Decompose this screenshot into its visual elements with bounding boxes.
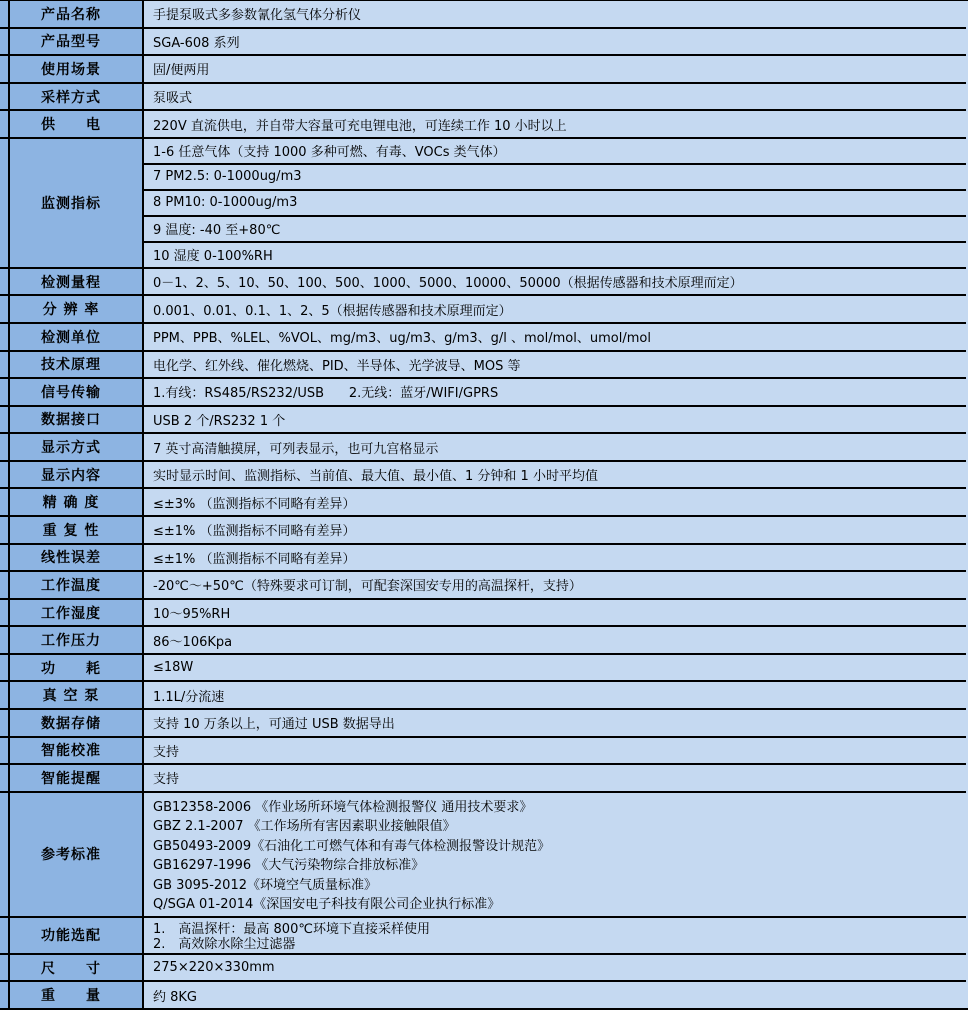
table-row <box>0 682 966 710</box>
row-value <box>144 139 966 267</box>
row-label: 尺 寸 <box>0 955 144 981</box>
row-value: 泵吸式 <box>153 91 193 107</box>
row-label: 使用场景 <box>0 56 144 82</box>
table-row <box>0 84 966 112</box>
table-row <box>0 111 966 139</box>
row-label: 智能校准 <box>0 738 144 764</box>
row-value <box>144 918 966 953</box>
table-row <box>0 545 966 573</box>
table-row <box>0 139 966 269</box>
value-line: GB12358-2006 《作业场所环境气体检测报警仪 通用技术要求》 <box>153 799 533 815</box>
row-value: 固/便两用 <box>153 63 210 79</box>
sub-row-value: 8 PM10: 0-1000ug/m3 <box>144 191 966 217</box>
row-value: 实时显示时间、监测指标、当前值、最大值、最小值、1 分钟和 1 小时平均值 <box>153 469 598 485</box>
row-label: 显示内容 <box>0 462 144 488</box>
row-value: SGA-608 系列 <box>153 35 240 51</box>
row-label: 供 电 <box>0 111 144 137</box>
row-label: 工作压力 <box>0 627 144 653</box>
row-value: ≤18W <box>153 660 194 676</box>
table-row <box>0 600 966 628</box>
table-row <box>0 269 966 297</box>
row-label: 信号传输 <box>0 379 144 405</box>
row-label: 智能提醒 <box>0 765 144 791</box>
row-value: ≤±3% （监测指标不同略有差异） <box>153 496 356 512</box>
row-value: 1.1L/分流速 <box>153 689 225 705</box>
value-line: 2. 高效除水除尘过滤器 <box>153 937 296 953</box>
table-row <box>0 29 966 57</box>
table-row <box>0 918 966 955</box>
table-row <box>0 462 966 490</box>
table-row <box>0 955 966 983</box>
sub-row-value: 9 温度: -40 至+80℃ <box>144 217 966 243</box>
table-row <box>0 517 966 545</box>
row-label: 功能选配 <box>0 918 144 953</box>
sub-row-value: 10 湿度 0-100%RH <box>153 249 273 265</box>
table-row <box>0 710 966 738</box>
row-value: ≤±1% （监测指标不同略有差异） <box>153 524 356 540</box>
row-value: 支持 10 万条以上，可通过 USB 数据导出 <box>153 717 395 733</box>
row-value: PPM、PPB、%LEL、%VOL、mg/m3、ug/m3、g/m3、g/l 、mol/mol、umol/mol <box>153 331 651 347</box>
row-value: ≤±1% （监测指标不同略有差异） <box>153 551 356 567</box>
table-row <box>0 434 966 462</box>
table-row <box>0 489 966 517</box>
row-value: 10～95%RH <box>153 607 231 622</box>
row-value: 约 8KG <box>153 989 198 1005</box>
row-label: 数据接口 <box>0 407 144 433</box>
row-value: 1.有线：RS485/RS232/USB 2.无线：蓝牙/WIFI/GPRS <box>153 386 499 402</box>
row-value: 7 英寸高清触摸屏，可列表显示，也可九宫格显示 <box>153 441 439 457</box>
row-label: 产品型号 <box>0 29 144 55</box>
row-label: 工作温度 <box>0 572 144 598</box>
row-value: 手提泵吸式多参数氰化氢气体分析仪 <box>153 8 362 24</box>
table-row <box>0 352 966 380</box>
row-value: 86～106Kpa <box>153 634 233 650</box>
row-value: 电化学、红外线、催化燃烧、PID、半导体、光学波导、MOS 等 <box>153 358 521 374</box>
table-row <box>0 738 966 766</box>
row-label: 监测指标 <box>0 139 144 267</box>
row-label: 重 复 性 <box>0 517 144 543</box>
table-row <box>0 1 966 29</box>
row-label: 采样方式 <box>0 84 144 110</box>
row-value: -20℃～+50℃（特殊要求可订制，可配套深国安专用的高温探杆，支持） <box>153 579 582 595</box>
sub-row-value: 7 PM2.5: 0-1000ug/m3 <box>144 165 966 191</box>
row-label: 技术原理 <box>0 352 144 378</box>
row-label: 功 耗 <box>0 655 144 681</box>
row-label: 真 空 泵 <box>0 682 144 708</box>
table-row <box>0 572 966 600</box>
value-line: GB50493-2009《石油化工可燃气体和有毒气体检测报警设计规范》 <box>153 838 551 854</box>
row-label: 重 量 <box>0 982 144 1008</box>
row-value <box>144 793 966 916</box>
table-row <box>0 379 966 407</box>
table-row <box>0 324 966 352</box>
row-label: 数据存储 <box>0 710 144 736</box>
row-label: 参考标准 <box>0 793 144 916</box>
row-value: 支持 <box>153 772 180 788</box>
table-row <box>0 56 966 84</box>
sub-row-value: 1-6 任意气体（支持 1000 多种可燃、有毒、VOCs 类气体） <box>144 139 966 165</box>
row-label: 精 确 度 <box>0 489 144 515</box>
row-value: USB 2 个/RS232 1 个 <box>153 413 286 429</box>
row-label: 分 辨 率 <box>0 296 144 322</box>
value-line: GB 3095-2012《环境空气质量标准》 <box>153 877 377 893</box>
value-line: GB16297-1996 《大气污染物综合排放标准》 <box>153 858 425 874</box>
row-value: 275×220×330mm <box>153 960 275 976</box>
row-value: 220V 直流供电，并自带大容量可充电锂电池，可连续工作 10 小时以上 <box>153 118 567 134</box>
row-value: 支持 <box>153 744 180 760</box>
table-row <box>0 765 966 793</box>
row-label: 检测单位 <box>0 324 144 350</box>
row-label: 线性误差 <box>0 545 144 571</box>
table-row <box>0 296 966 324</box>
value-line: 1. 高温探杆：最高 800℃环境下直接采样使用 <box>153 922 430 938</box>
table-row <box>0 627 966 655</box>
row-value: 0－1、2、5、10、50、100、500、1000、5000、10000、50000（根据传感器和技术原理而定） <box>153 276 743 292</box>
table-row <box>0 655 966 683</box>
row-label: 工作湿度 <box>0 600 144 626</box>
row-label: 显示方式 <box>0 434 144 460</box>
table-row <box>0 982 966 1008</box>
table-row <box>0 407 966 435</box>
row-label: 产品名称 <box>0 1 144 27</box>
table-row <box>0 793 966 918</box>
row-label: 检测量程 <box>0 269 144 295</box>
row-value: 0.001、0.01、0.1、1、2、5（根据传感器和技术原理而定） <box>153 303 512 319</box>
value-line: Q/SGA 01-2014《深国安电子科技有限公司企业执行标准》 <box>153 897 501 913</box>
value-line: GBZ 2.1-2007 《工作场所有害因素职业接触限值》 <box>153 819 456 835</box>
